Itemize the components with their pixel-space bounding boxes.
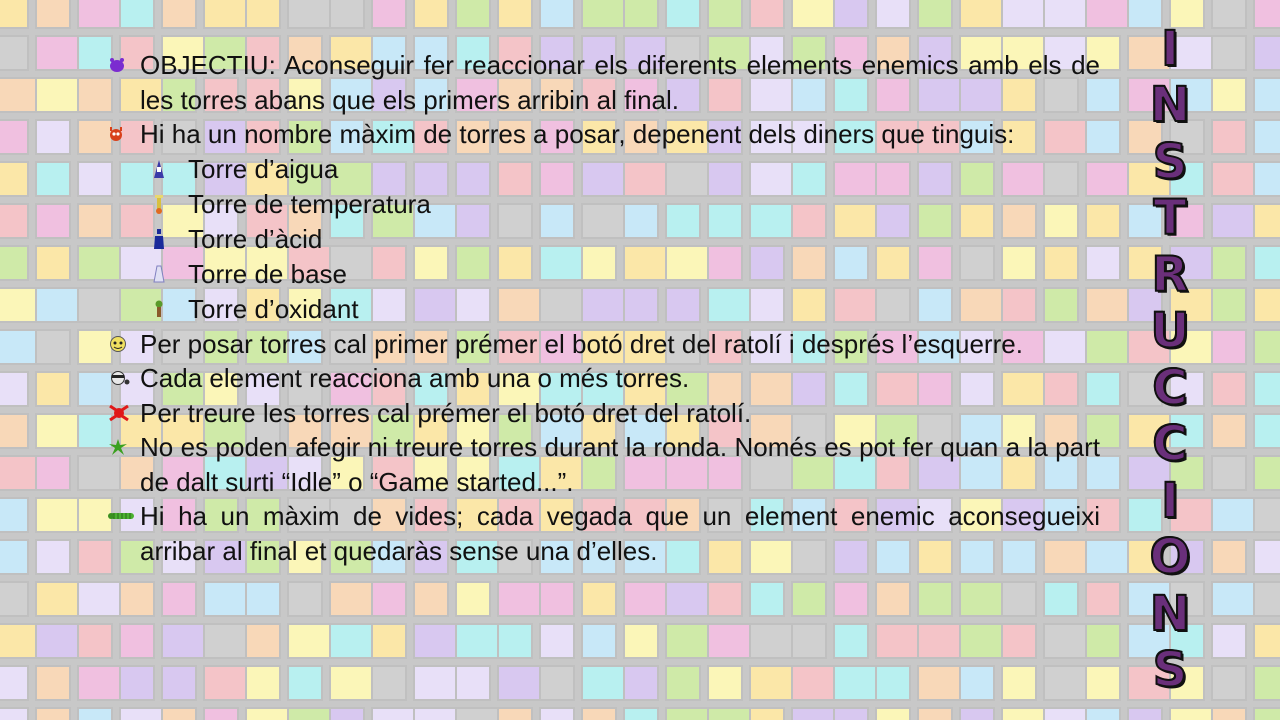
title-letter: S: [1152, 641, 1188, 698]
title-letter: U: [1150, 303, 1190, 360]
red-monster-icon: [108, 117, 140, 152]
title-letter: T: [1153, 190, 1187, 247]
list-item: [108, 430, 1100, 499]
acid-tower-icon: [152, 228, 188, 250]
tower-item: [108, 187, 1100, 222]
list-item: [108, 48, 1100, 117]
title-letter: N: [1149, 77, 1191, 134]
title-letter: S: [1152, 133, 1188, 190]
title-letter: O: [1149, 529, 1191, 586]
green-star-icon: [108, 430, 140, 465]
title-letter: C: [1152, 359, 1188, 416]
list-item: [108, 499, 1100, 568]
tower-label: Torre d’àcid: [188, 223, 323, 254]
tower-item: [108, 292, 1100, 327]
tower-item: [108, 152, 1100, 187]
list-item: [108, 396, 1100, 431]
tower-label: Torre d’oxidant: [188, 293, 359, 324]
tower-item: [108, 222, 1100, 257]
tower-label: Torre de temperatura: [188, 188, 431, 219]
tower-label: Torre d’aigua: [188, 153, 339, 184]
list-item: [108, 117, 1100, 152]
list-item-text: No es poden afegir ni treure torres durant la ronda. Només es pot fer quan a la part de dalt surti “Idle” o “Game started...”.: [140, 432, 1100, 497]
list-item-text: Cada element reacciona amb una o més torres.: [140, 363, 690, 393]
glasses-face-icon: [108, 361, 140, 396]
green-caterpillar-icon: [108, 499, 140, 534]
list-item-text: OBJECTIU: Aconseguir fer reaccionar els diferents elements enemics amb els de les torres abans que els primers arribin al final.: [140, 50, 1100, 115]
base-tower-icon: [152, 264, 188, 284]
title-letter: I: [1161, 21, 1179, 77]
instructions-list: [108, 48, 1100, 568]
title-letter: C: [1152, 416, 1188, 473]
instructions-title: [1140, 21, 1200, 698]
title-letter: R: [1151, 246, 1189, 303]
title-letter: N: [1149, 585, 1191, 642]
list-item: [108, 361, 1100, 396]
list-item-text: Per posar torres cal primer prémer el botó dret del ratolí i després l’esquerre.: [140, 328, 1023, 359]
tower-item: [108, 257, 1100, 292]
oxidant-tower-icon: [152, 299, 188, 319]
list-item-text: Hi ha un nombre màxim de torres a posar, depenent dels diners que tinguis:: [140, 119, 1015, 149]
tower-label: Torre de base: [188, 258, 347, 289]
purple-blob-icon: [108, 48, 140, 83]
list-item: [108, 327, 1100, 362]
temperature-tower-icon: [152, 194, 188, 214]
yellow-face-icon: [108, 327, 140, 362]
red-bug-icon: [108, 396, 140, 431]
title-letter: I: [1161, 472, 1179, 529]
water-tower-icon: [152, 159, 188, 179]
list-item-text: Hi ha un màxim de vides; cada vegada que un element enemic aconsegueixi arribar al final et quedaràs sense una d’elles.: [140, 501, 1100, 566]
list-item-text: Per treure les torres cal prémer el botó dret del ratolí.: [140, 397, 752, 428]
